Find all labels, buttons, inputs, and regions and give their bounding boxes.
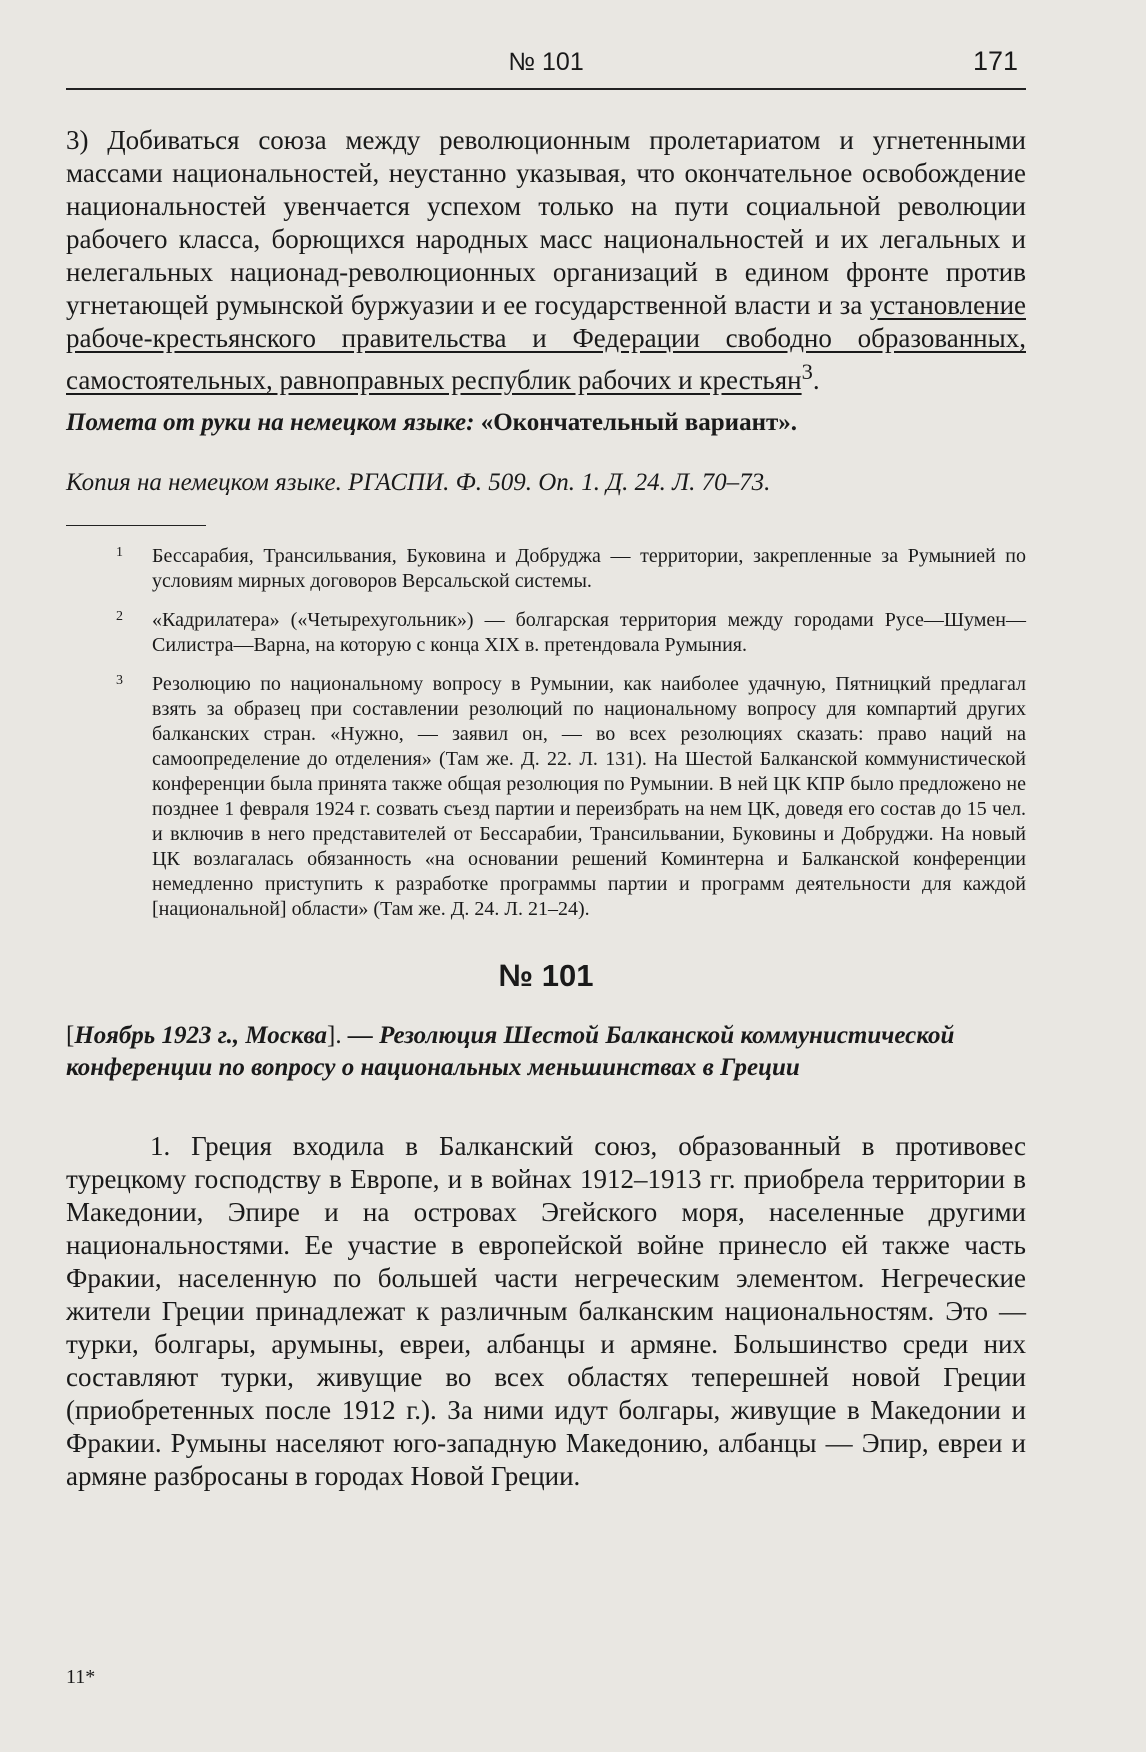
document-heading [66, 1020, 1026, 1084]
paragraph-text: 3) Добиваться союза между революционным пролетариатом и угнетенными массами национальностей, неустанно указывая, что окончательное освобождение национальностей увенчается успехом только на пути социальной революции рабочего класса, борющихся народных масс национальностей и их легальных и нелегальных национад-революционных организаций в едином фронте против угнетающей румынской буржуазии и ее государственной власти и за [66, 125, 1026, 320]
footnotes [66, 544, 1026, 922]
printer-signature-mark: 11* [66, 1666, 96, 1688]
footnote-number: 2 [116, 609, 123, 624]
annotation-text: «Окончательный вариант». [474, 409, 798, 436]
footnote-text: Резолюцию по национальному вопросу в Румынии, как наиболее удачную, Пятницкий предлагал взять за образец при составлении резолюций по национальному вопросу для компартий других балканских стран. «Нужно, — заявил он, — во всех резолюциях сказать: право наций на самоопределение до отделения» (Там же. Д. 22. Л. 131). На Шестой Балканской коммунистической конференции была принята также общая резолюция по Румынии. В ней ЦК КПР было предложено не позднее 1 февраля 1924 г. созвать съезд партии и переизбрать на нем ЦК, доведя его состав до 15 чел. и включив в него представителей от Бессарабии, Трансильвании, Буковины и Добруджи. На новый ЦК возлагалась обязанность «на основании решений Коминтерна и Балканской конференции немедленно приступить к разработке программы партии и программ деятельности для каждой [национальной] области» (Там же. Д. 24. Л. 21–24). [152, 673, 1026, 920]
document-heading-text: — Резолюция Шестой Балканской коммунистической конференции по вопросу о национальных меньшинствах в Греции [66, 1022, 955, 1081]
handwritten-annotation-note [66, 407, 1026, 439]
document-number-title: № 101 [498, 958, 594, 993]
header-rule [66, 88, 1026, 90]
document-body-paragraph: 1. Греция входила в Балканский союз, образованный в противовес турецкому господству в Европе, и в войнах 1912–1913 гг. приобрела территории в Македонии, Эпире и на островах Эгейского моря, населенные другими национальностями. Ее участие в европейской войне принесло ей также часть Фракии, населенную по большей части негреческим элементом. Негреческие жители Греции принадлежат к различным балканским национальностям. Это — турки, болгары, арумыны, евреи, албанцы и армяне. Большинство среди них составляют турки, живущие во всех областях теперешней новой Греции (приобретенных после 1912 г.). За ними идут болгары, живущие в Македонии и Фракии. Румыны населяют юго-западную Македонию, албанцы — Эпир, евреи и армяне разбросаны в городах Новой Греции. [66, 1131, 1026, 1491]
footnote [66, 544, 1026, 594]
archive-reference: Копия на немецком языке. РГАСПИ. Ф. 509. Оп. 1. Д. 24. Л. 70–73. [66, 469, 771, 496]
running-header [66, 48, 1026, 88]
footnote-number: 1 [116, 545, 123, 560]
annotation-label: Помета от руки на немецком языке: [66, 409, 475, 436]
footnote [66, 608, 1026, 658]
paragraph-end: . [812, 365, 820, 395]
document-date: Ноябрь 1923 г., Москва [74, 1022, 328, 1049]
footnote-number: 3 [116, 673, 123, 688]
date-bracket-close: ]. [327, 1022, 342, 1049]
footnote-separator [66, 525, 206, 526]
footnote-text: «Кадрилатера» («Четырехугольник») — болгарская территория между городами Русе—Шумен—Силистра—Варна, на которую с конца XIX в. претендовала Румыния. [152, 609, 1026, 656]
date-bracket-open: [ [66, 1022, 75, 1049]
paragraph-point-3 [66, 124, 1026, 397]
header-document-number: № 101 [508, 48, 584, 76]
page-number: 171 [972, 46, 1018, 76]
footnote-text: Бессарабия, Трансильвания, Буковина и Добруджа — территории, закрепленные за Румынией по условиям мирных договоров Версальской системы. [152, 545, 1026, 592]
footnote-ref-3: 3 [801, 359, 813, 384]
underlined-text: установление рабоче-крестьянского правительства и Федерации свободно образованных, самостоятельных, равноправных республик рабочих и крестьян [66, 290, 1026, 395]
main-text [66, 124, 1026, 1493]
footnote [66, 672, 1026, 922]
